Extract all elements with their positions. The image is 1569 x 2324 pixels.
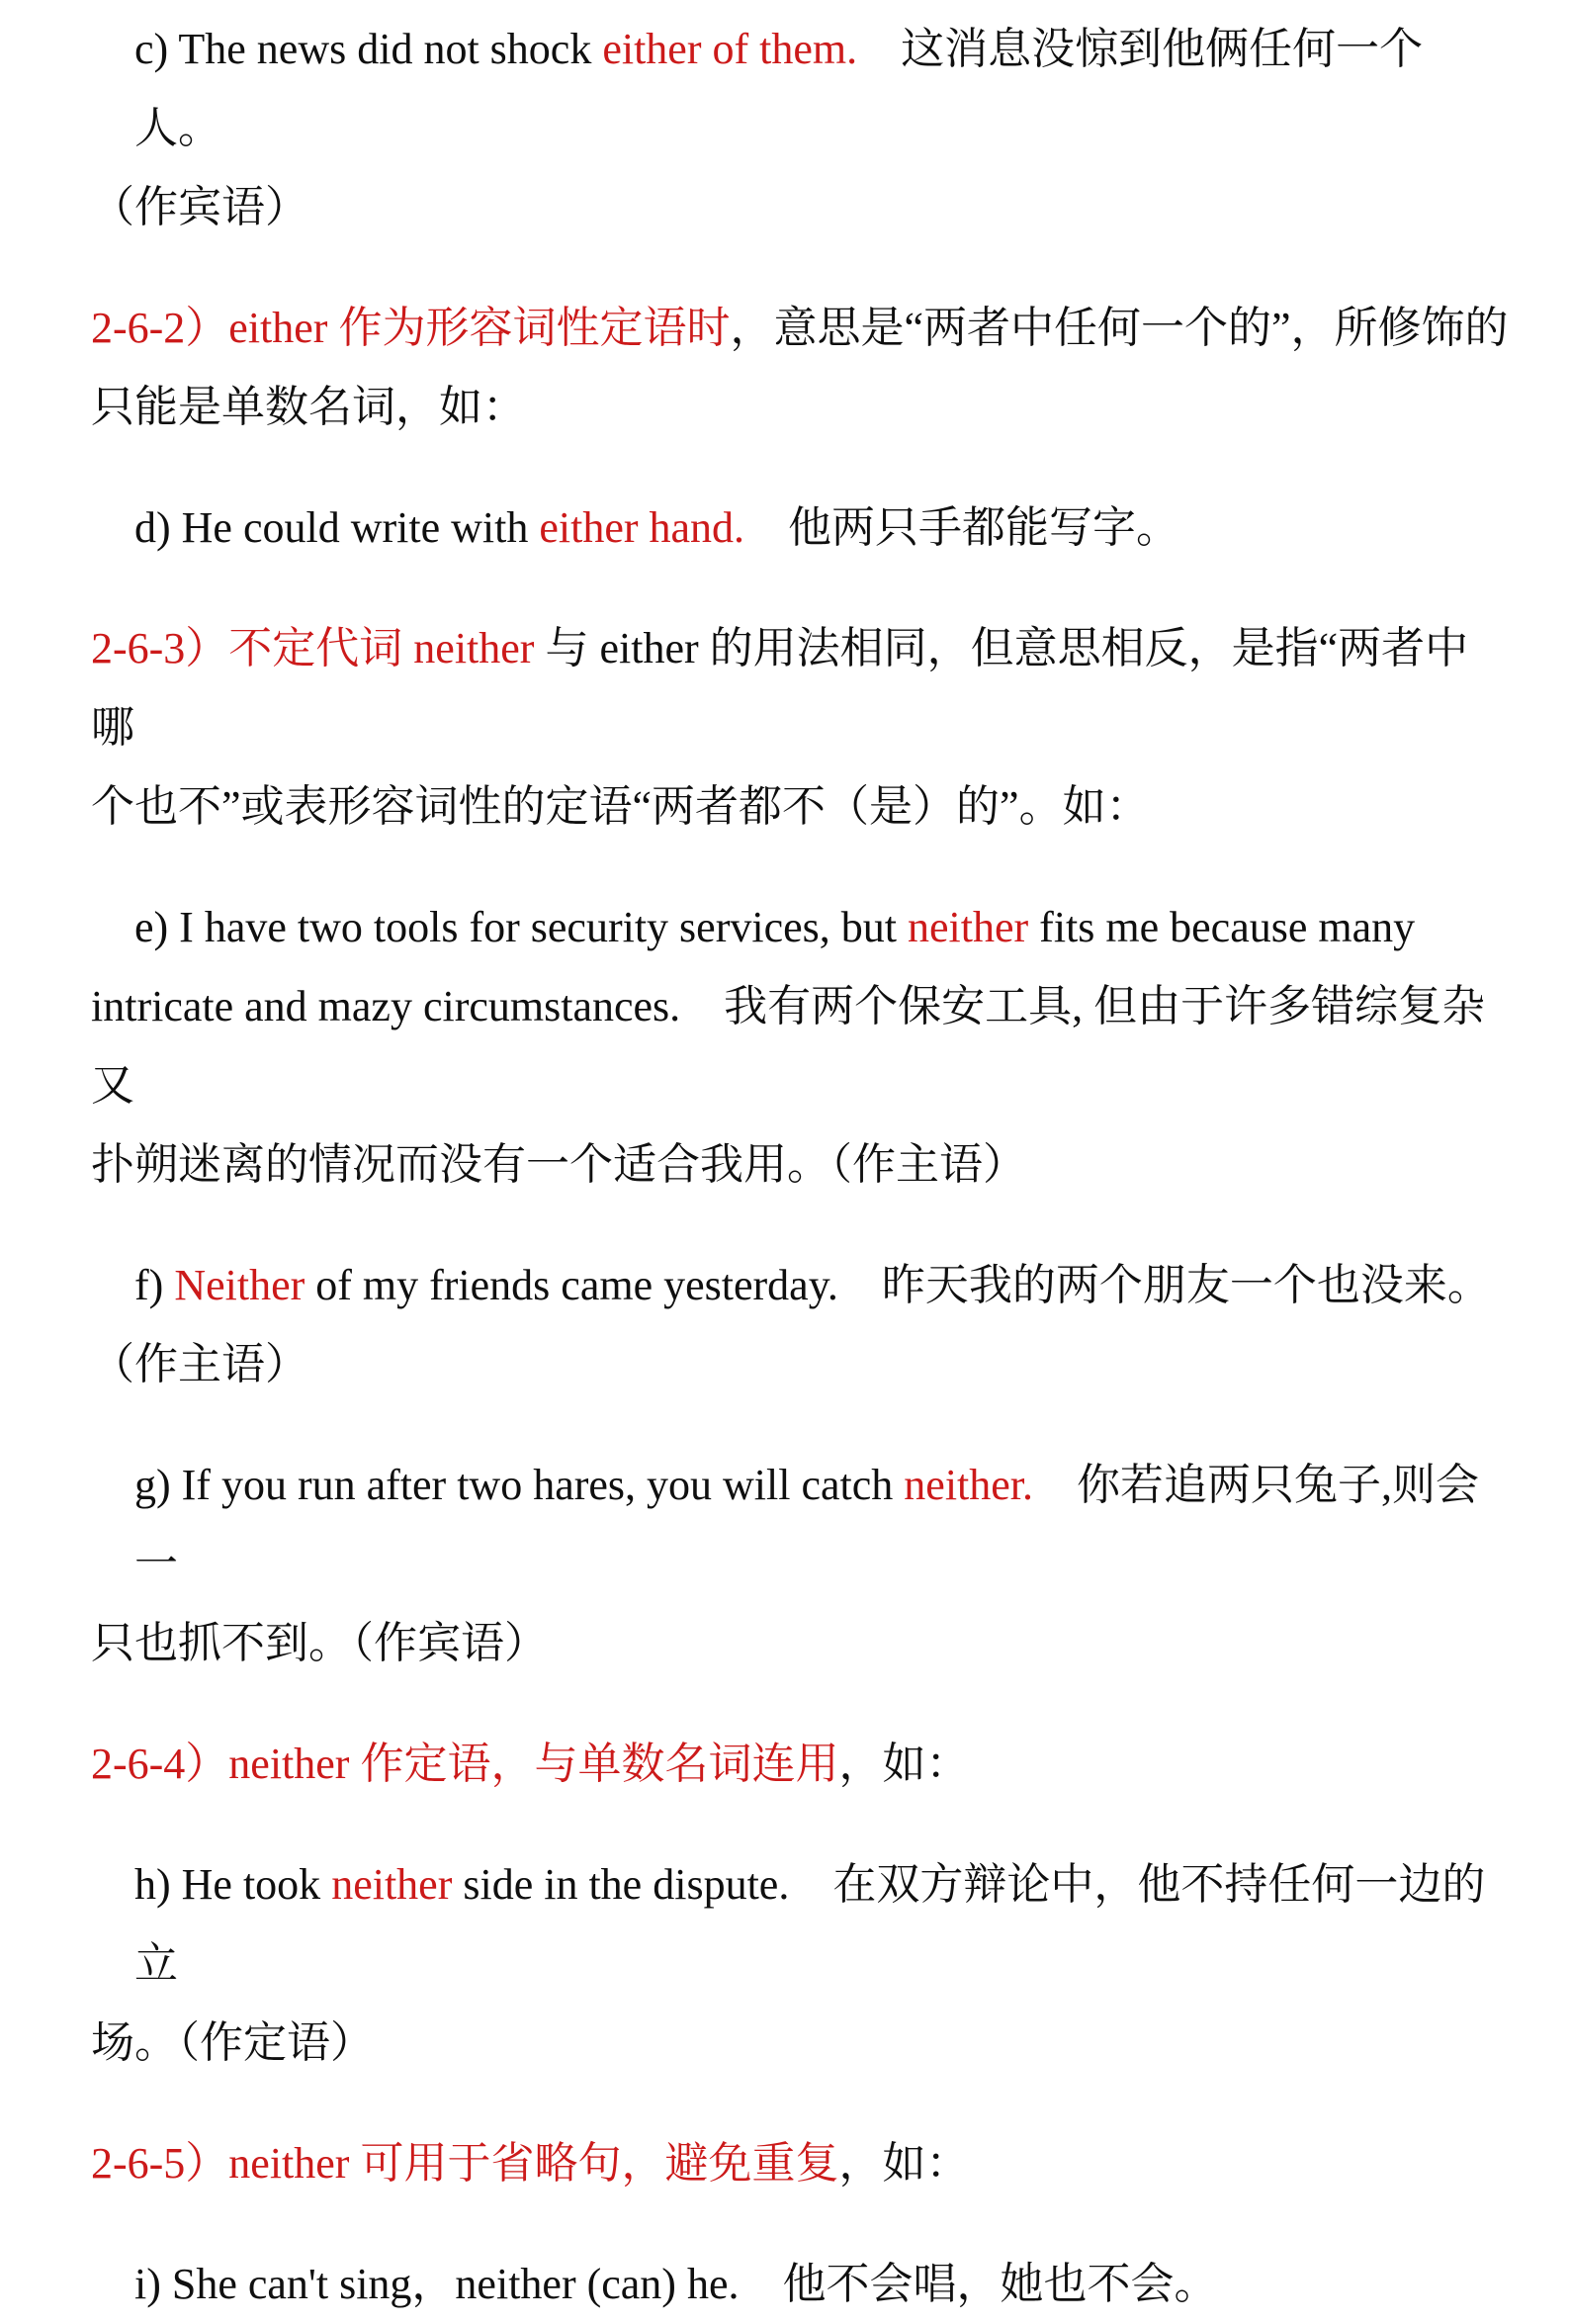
text-run: g) If you run after two hares, you will catch: [134, 1461, 905, 1509]
text-line: [91, 767, 1510, 847]
text-run: （作宾语）: [91, 183, 308, 231]
paragraph-example-f: [91, 1246, 1510, 1404]
text-line: [91, 168, 1510, 247]
text-line: [91, 368, 1510, 447]
text-run: 与 either 的用法相同，但意思相反，是指“两者中哪: [91, 624, 1469, 752]
text-line: [91, 1125, 1510, 1205]
text-run: h) He took: [134, 1860, 332, 1909]
highlight-red-term: 2-6-5）neither 可用于省略句，避免重复: [91, 2139, 839, 2188]
text-line: [91, 489, 1510, 568]
highlight-red-term: Neither: [174, 1261, 305, 1309]
text-line: [91, 1325, 1510, 1404]
text-run: ，如：: [838, 1740, 970, 1788]
highlight-red-term: neither.: [904, 1461, 1034, 1509]
paragraph-example-d: [91, 489, 1510, 568]
text-run: ，意思是“两者中任何一个的”，所修饰的: [730, 304, 1509, 352]
paragraph-heading-2-6-2: [91, 289, 1510, 447]
text-run: d) He could write with: [134, 503, 540, 552]
text-run: 个也不”或表形容词性的定语“两者都不（是）的”。如：: [91, 782, 1150, 831]
text-run: c) The news did not shock: [134, 25, 603, 73]
text-run: 扑朔迷离的情况而没有一个适合我用。（作主语）: [91, 1140, 1026, 1189]
text-run: side in the dispute. 在双方辩论中，他不持任何一边的立: [134, 1860, 1486, 1988]
text-line: [91, 289, 1510, 368]
text-run: 只也抓不到。（作宾语）: [91, 1619, 548, 1667]
text-line: [91, 10, 1510, 168]
text-run: f): [134, 1261, 175, 1309]
highlight-red-term: either of them.: [602, 25, 858, 73]
text-run: ，如：: [838, 2139, 970, 2188]
paragraph-example-c: [91, 10, 1510, 247]
text-line: [91, 1246, 1510, 1325]
text-line: [91, 609, 1510, 767]
paragraph-example-g: [91, 1446, 1510, 1683]
text-line: [91, 2124, 1510, 2203]
highlight-red-term: 2-6-2）either 作为形容词性定语时: [91, 304, 731, 352]
text-run: e) I have two tools for security services, but: [134, 903, 908, 951]
highlight-red-term: 2-6-4）neither 作定语，与单数名词连用: [91, 1740, 839, 1788]
text-line: [91, 1845, 1510, 2004]
paragraph-example-e: [91, 888, 1510, 1205]
text-run: 这消息没惊到他俩任何一个人。: [134, 25, 1424, 152]
text-run: intricate and mazy circumstances. 我有两个保安工具, 但由于许多错综复杂又: [91, 982, 1486, 1110]
text-line: [91, 1604, 1510, 1683]
text-line: [91, 967, 1510, 1125]
text-line: [91, 2004, 1510, 2083]
text-run: of my friends came yesterday. 昨天我的两个朋友一个也没来。: [305, 1261, 1491, 1309]
text-line: [91, 1725, 1510, 1804]
text-run: 只能是单数名词，如：: [91, 383, 526, 431]
text-line: [91, 888, 1510, 967]
highlight-red-term: neither: [331, 1860, 453, 1909]
paragraph-heading-2-6-4: [91, 1725, 1510, 1804]
highlight-red-term: 2-6-3）不定代词 neither: [91, 624, 535, 672]
highlight-red-term: neither: [908, 903, 1029, 951]
paragraph-heading-2-6-5: [91, 2124, 1510, 2203]
highlight-red-term: either hand.: [539, 503, 745, 552]
paragraph-heading-2-6-3: [91, 609, 1510, 847]
text-run: （作主语）: [91, 1340, 308, 1388]
text-run: i) She can't sing，neither (can) he. 他不会唱，她也不会。: [134, 2260, 1218, 2308]
text-line: [91, 1446, 1510, 1604]
paragraph-example-i: [91, 2245, 1510, 2324]
text-run: fits me because many: [1028, 903, 1416, 951]
text-run: 你若追两只兔子,则会一: [134, 1461, 1480, 1588]
text-run: 他两只手都能写字。: [744, 503, 1180, 552]
text-line: [91, 2245, 1510, 2324]
paragraph-example-h: [91, 1845, 1510, 2083]
text-run: 场。（作定语）: [91, 2018, 374, 2067]
